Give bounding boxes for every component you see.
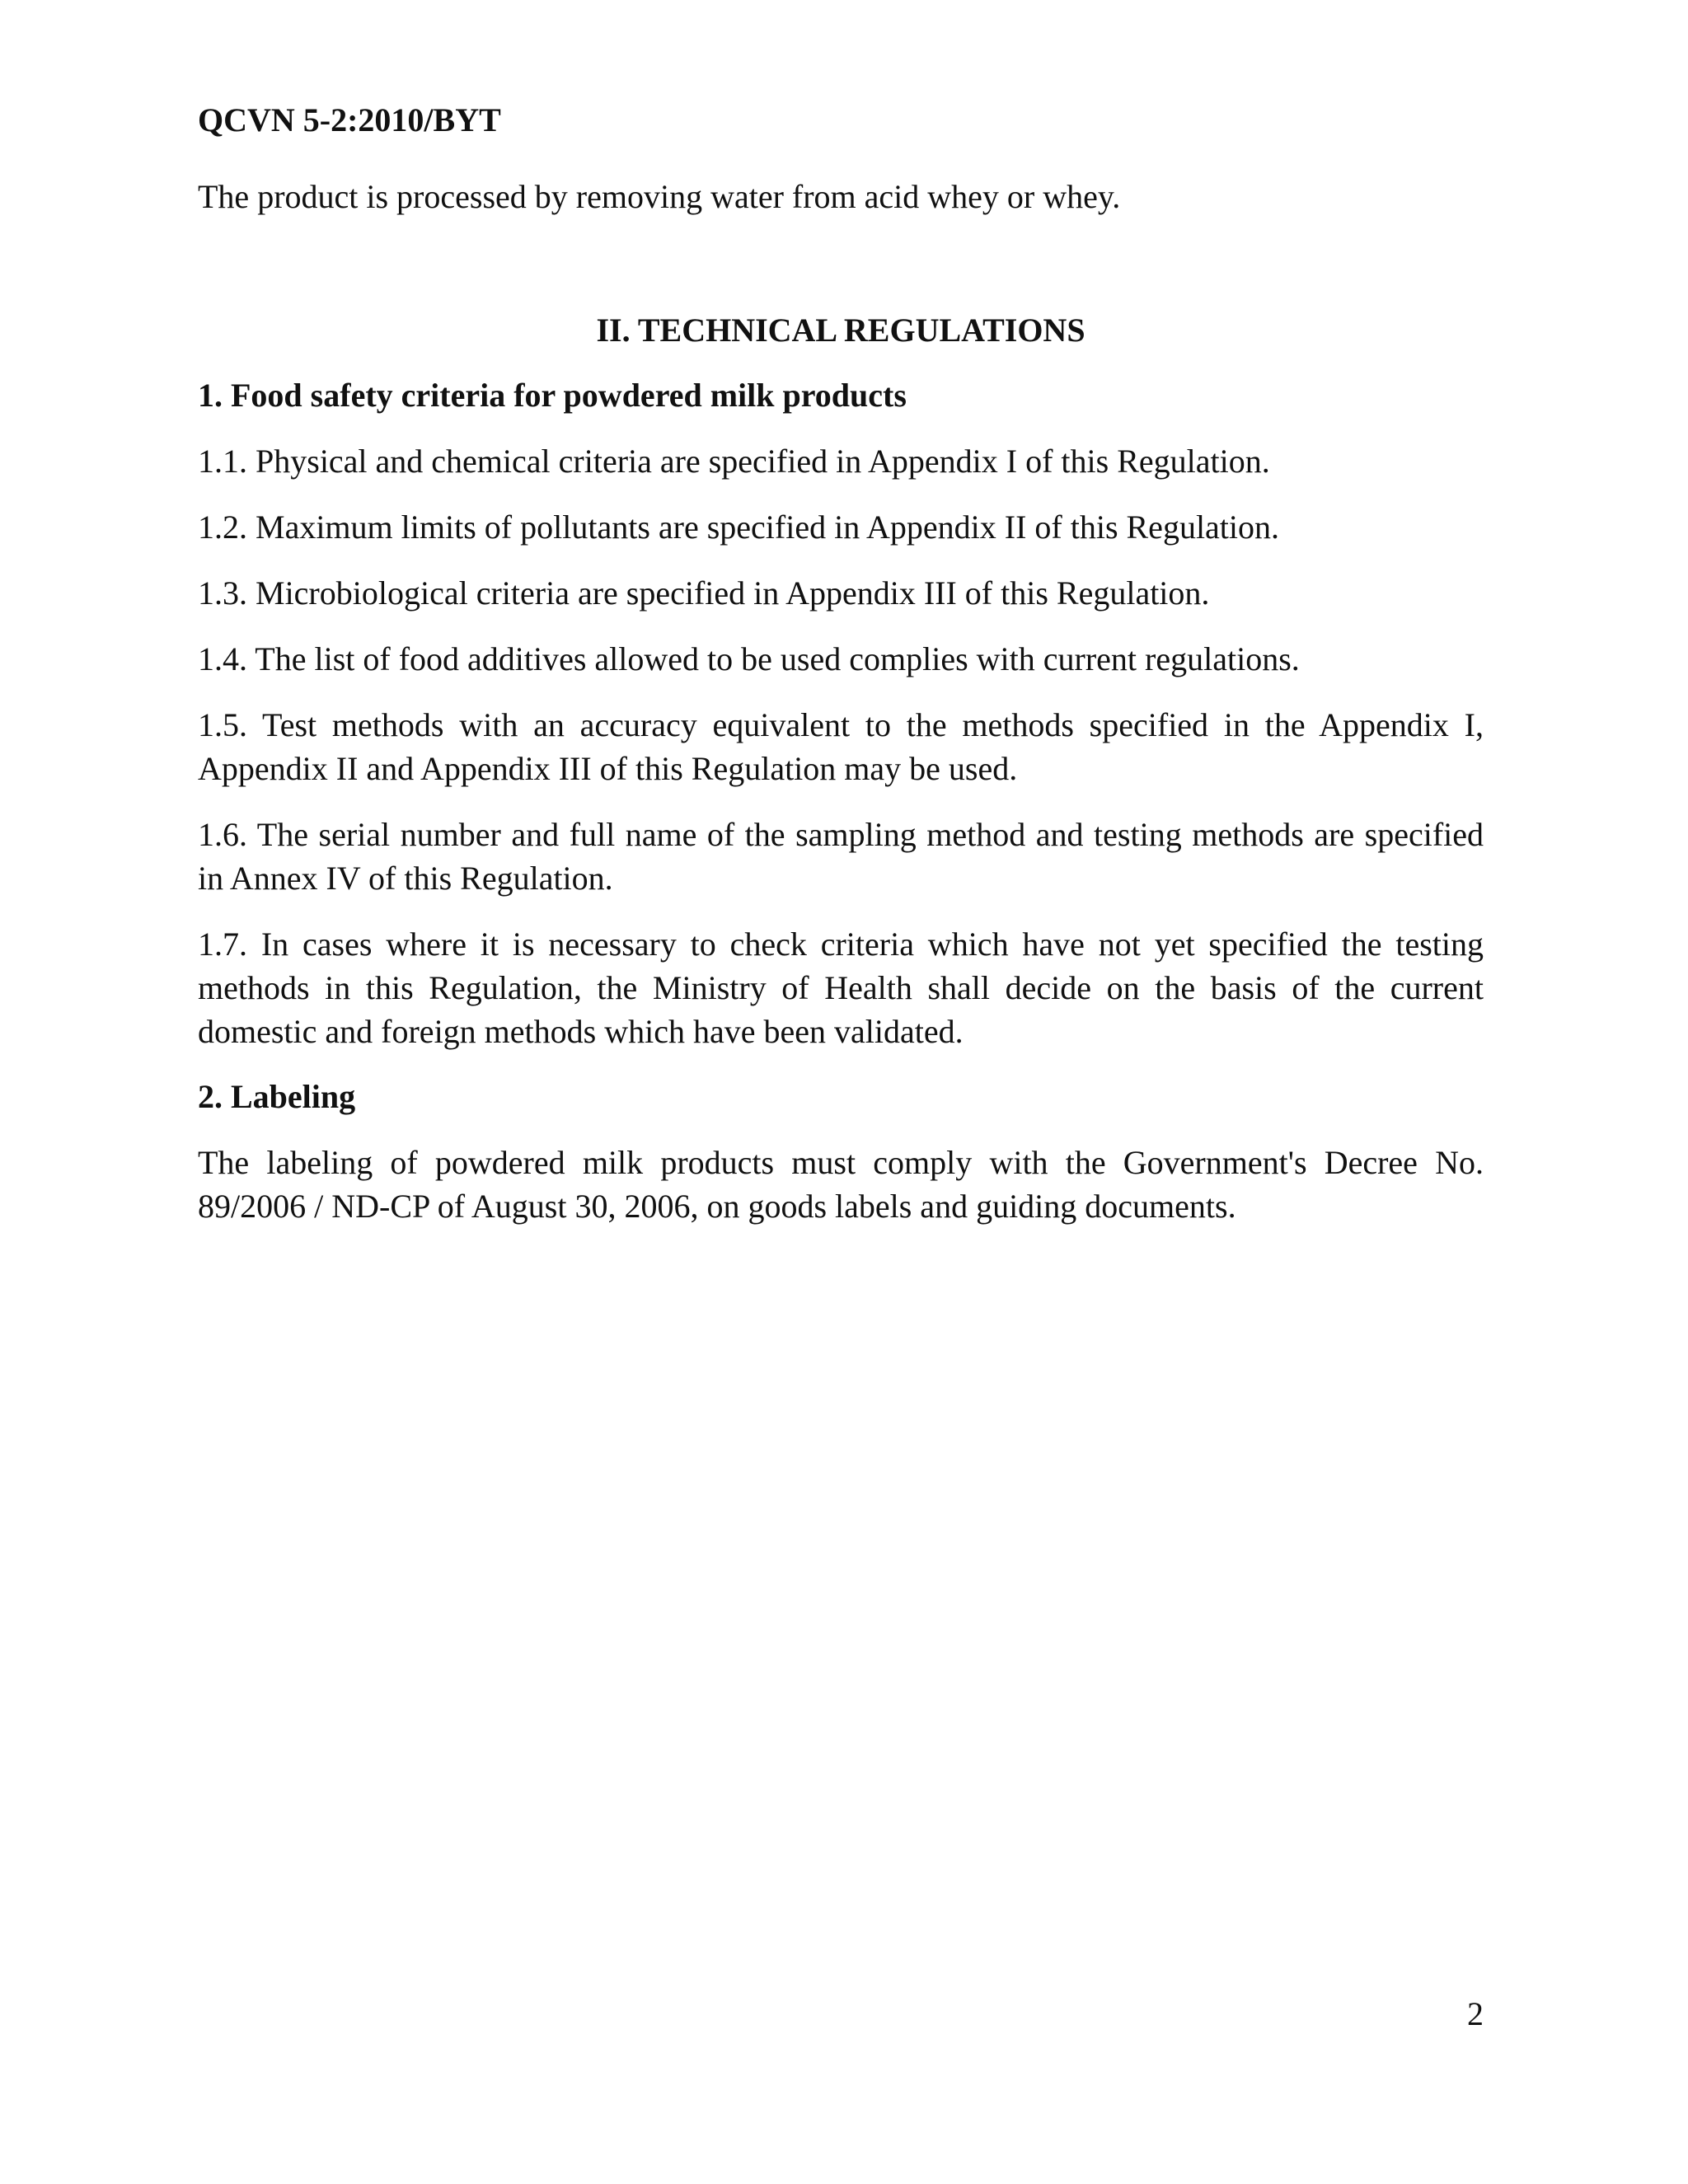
criteria-item: 1.6. The serial number and full name of the sampling method and testing methods are specified in Annex IV of this Regulation. bbox=[198, 816, 1484, 897]
criteria-item: 1.5. Test methods with an accuracy equivalent to the methods specified in the Appendix I, Appendix II and Appendix III of this Regulation may be used. bbox=[198, 706, 1484, 787]
document-page bbox=[198, 91, 1484, 1228]
criteria-item: 1.1. Physical and chemical criteria are specified in Appendix I of this Regulation. bbox=[198, 443, 1270, 480]
criteria-item: 1.2. Maximum limits of pollutants are specified in Appendix II of this Regulation. bbox=[198, 509, 1280, 546]
criteria-item: 1.7. In cases where it is necessary to check criteria which have not yet specified the testing methods in this Regulation, the Ministry of Health shall decide on the basis of the current domestic and foreign methods which have been validated. bbox=[198, 926, 1484, 1050]
section-title: II. TECHNICAL REGULATIONS bbox=[596, 312, 1085, 349]
document-code: QCVN 5-2:2010/BYT bbox=[198, 101, 501, 138]
intro-paragraph: The product is processed by removing water from acid whey or whey. bbox=[198, 178, 1121, 215]
criteria-item: 1.3. Microbiological criteria are specified in Appendix III of this Regulation. bbox=[198, 574, 1210, 612]
subsection-heading-food-safety: 1. Food safety criteria for powdered milk products bbox=[198, 377, 907, 414]
page-number: 2 bbox=[1467, 1995, 1484, 2032]
criteria-item: 1.4. The list of food additives allowed to be used complies with current regulations. bbox=[198, 640, 1300, 677]
subsection-heading-labeling: 2. Labeling bbox=[198, 1078, 356, 1115]
labeling-paragraph: The labeling of powdered milk products must comply with the Government's Decree No. 89/2006 / ND-CP of August 30, 2006, on goods labels and guiding documents. bbox=[198, 1144, 1484, 1225]
